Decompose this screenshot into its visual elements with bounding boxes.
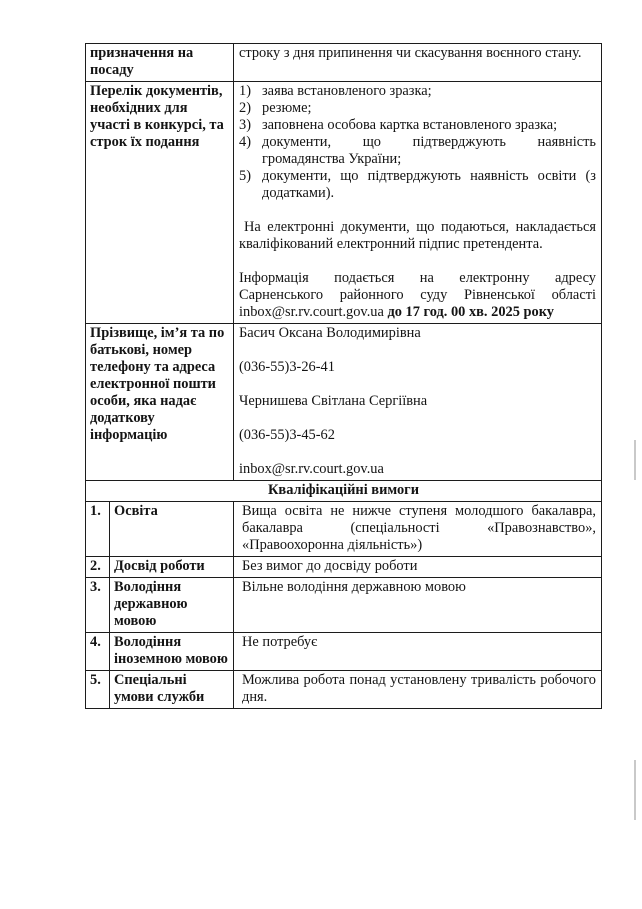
qualification-value: Вільне володіння державною мовою (234, 578, 602, 633)
row-qualifications-title (86, 481, 602, 502)
table-row (86, 502, 602, 557)
qualification-label: Спеціальні умови служби (110, 671, 234, 709)
qualification-label: Володіння державною мовою (110, 578, 234, 633)
info-email: inbox@sr.rv.court.gov.ua (239, 304, 384, 320)
documents-value (234, 82, 602, 324)
qualification-value: Без вимог до досвіду роботи (234, 557, 602, 578)
qualification-value: Можлива робота понад установлену тривалість робочого дня. (234, 671, 602, 709)
row-appointment (86, 44, 602, 82)
scan-edge-mark (634, 760, 636, 820)
documents-list (239, 83, 596, 202)
qualification-num: 5. (86, 671, 110, 709)
list-item: 1) заява встановленого зразка; (239, 83, 432, 99)
qualification-value: Не потребує (234, 633, 602, 671)
contact-value (234, 324, 602, 481)
qualification-num: 2. (86, 557, 110, 578)
row-contact (86, 324, 602, 481)
qualifications-title: Кваліфікаційні вимоги (86, 481, 602, 502)
appointment-label: призначення на посаду (86, 44, 234, 82)
info-line-1: Інформація подається на електронну адресу (239, 270, 596, 286)
appointment-value: строку з дня припинення чи скасування воєнного стану. (234, 44, 602, 82)
contact-phone-2: (036-55)3-45-62 (239, 427, 335, 443)
competition-table (85, 43, 602, 709)
qualification-label: Досвід роботи (110, 557, 234, 578)
list-item: 3) заповнена особова картка встановленого зразка; (239, 117, 558, 133)
contact-phone-1: (036-55)3-26-41 (239, 359, 335, 375)
table-row (86, 671, 602, 709)
qualification-num: 3. (86, 578, 110, 633)
qualification-num: 1. (86, 502, 110, 557)
contact-person-1: Басич Оксана Володимирівна (239, 325, 421, 341)
contact-email: inbox@sr.rv.court.gov.ua (239, 461, 384, 477)
info-line-3 (239, 304, 596, 321)
list-item: 4) документи, що підтверджують наявність громадянства України; (239, 134, 596, 167)
contact-label: Прізвище, ім’я та по батькові, номер телефону та адреса електронної пошти особи, яка надає додаткову інформацію (86, 324, 234, 481)
signature-note: На електронні документи, що подаються, накладається кваліфікований електронний підпис претендента. (239, 219, 596, 252)
info-deadline: до 17 год. 00 хв. 2025 року (387, 304, 554, 320)
contact-person-2: Чернишева Світлана Сергіївна (239, 393, 428, 409)
table-row (86, 557, 602, 578)
list-item: 5) документи, що підтверджують наявність освіти (з додатками). (239, 168, 596, 201)
scan-edge-mark (634, 440, 636, 480)
qualification-label: Володіння іноземною мовою (110, 633, 234, 671)
info-line-2: Сарненського районного суду Рівненської області (239, 287, 596, 303)
list-item: 2) резюме; (239, 100, 312, 116)
row-documents (86, 82, 602, 324)
qualification-num: 4. (86, 633, 110, 671)
documents-label: Перелік документів, необхідних для участі в конкурсі, та строк їх подання (86, 82, 234, 324)
table-row (86, 633, 602, 671)
table-row (86, 578, 602, 633)
qualification-value: Вища освіта не нижче ступеня молодшого бакалавра, бакалавра (спеціальності «Правознавство», «Правоохоронна діяльність») (234, 502, 602, 557)
qualification-label: Освіта (110, 502, 234, 557)
